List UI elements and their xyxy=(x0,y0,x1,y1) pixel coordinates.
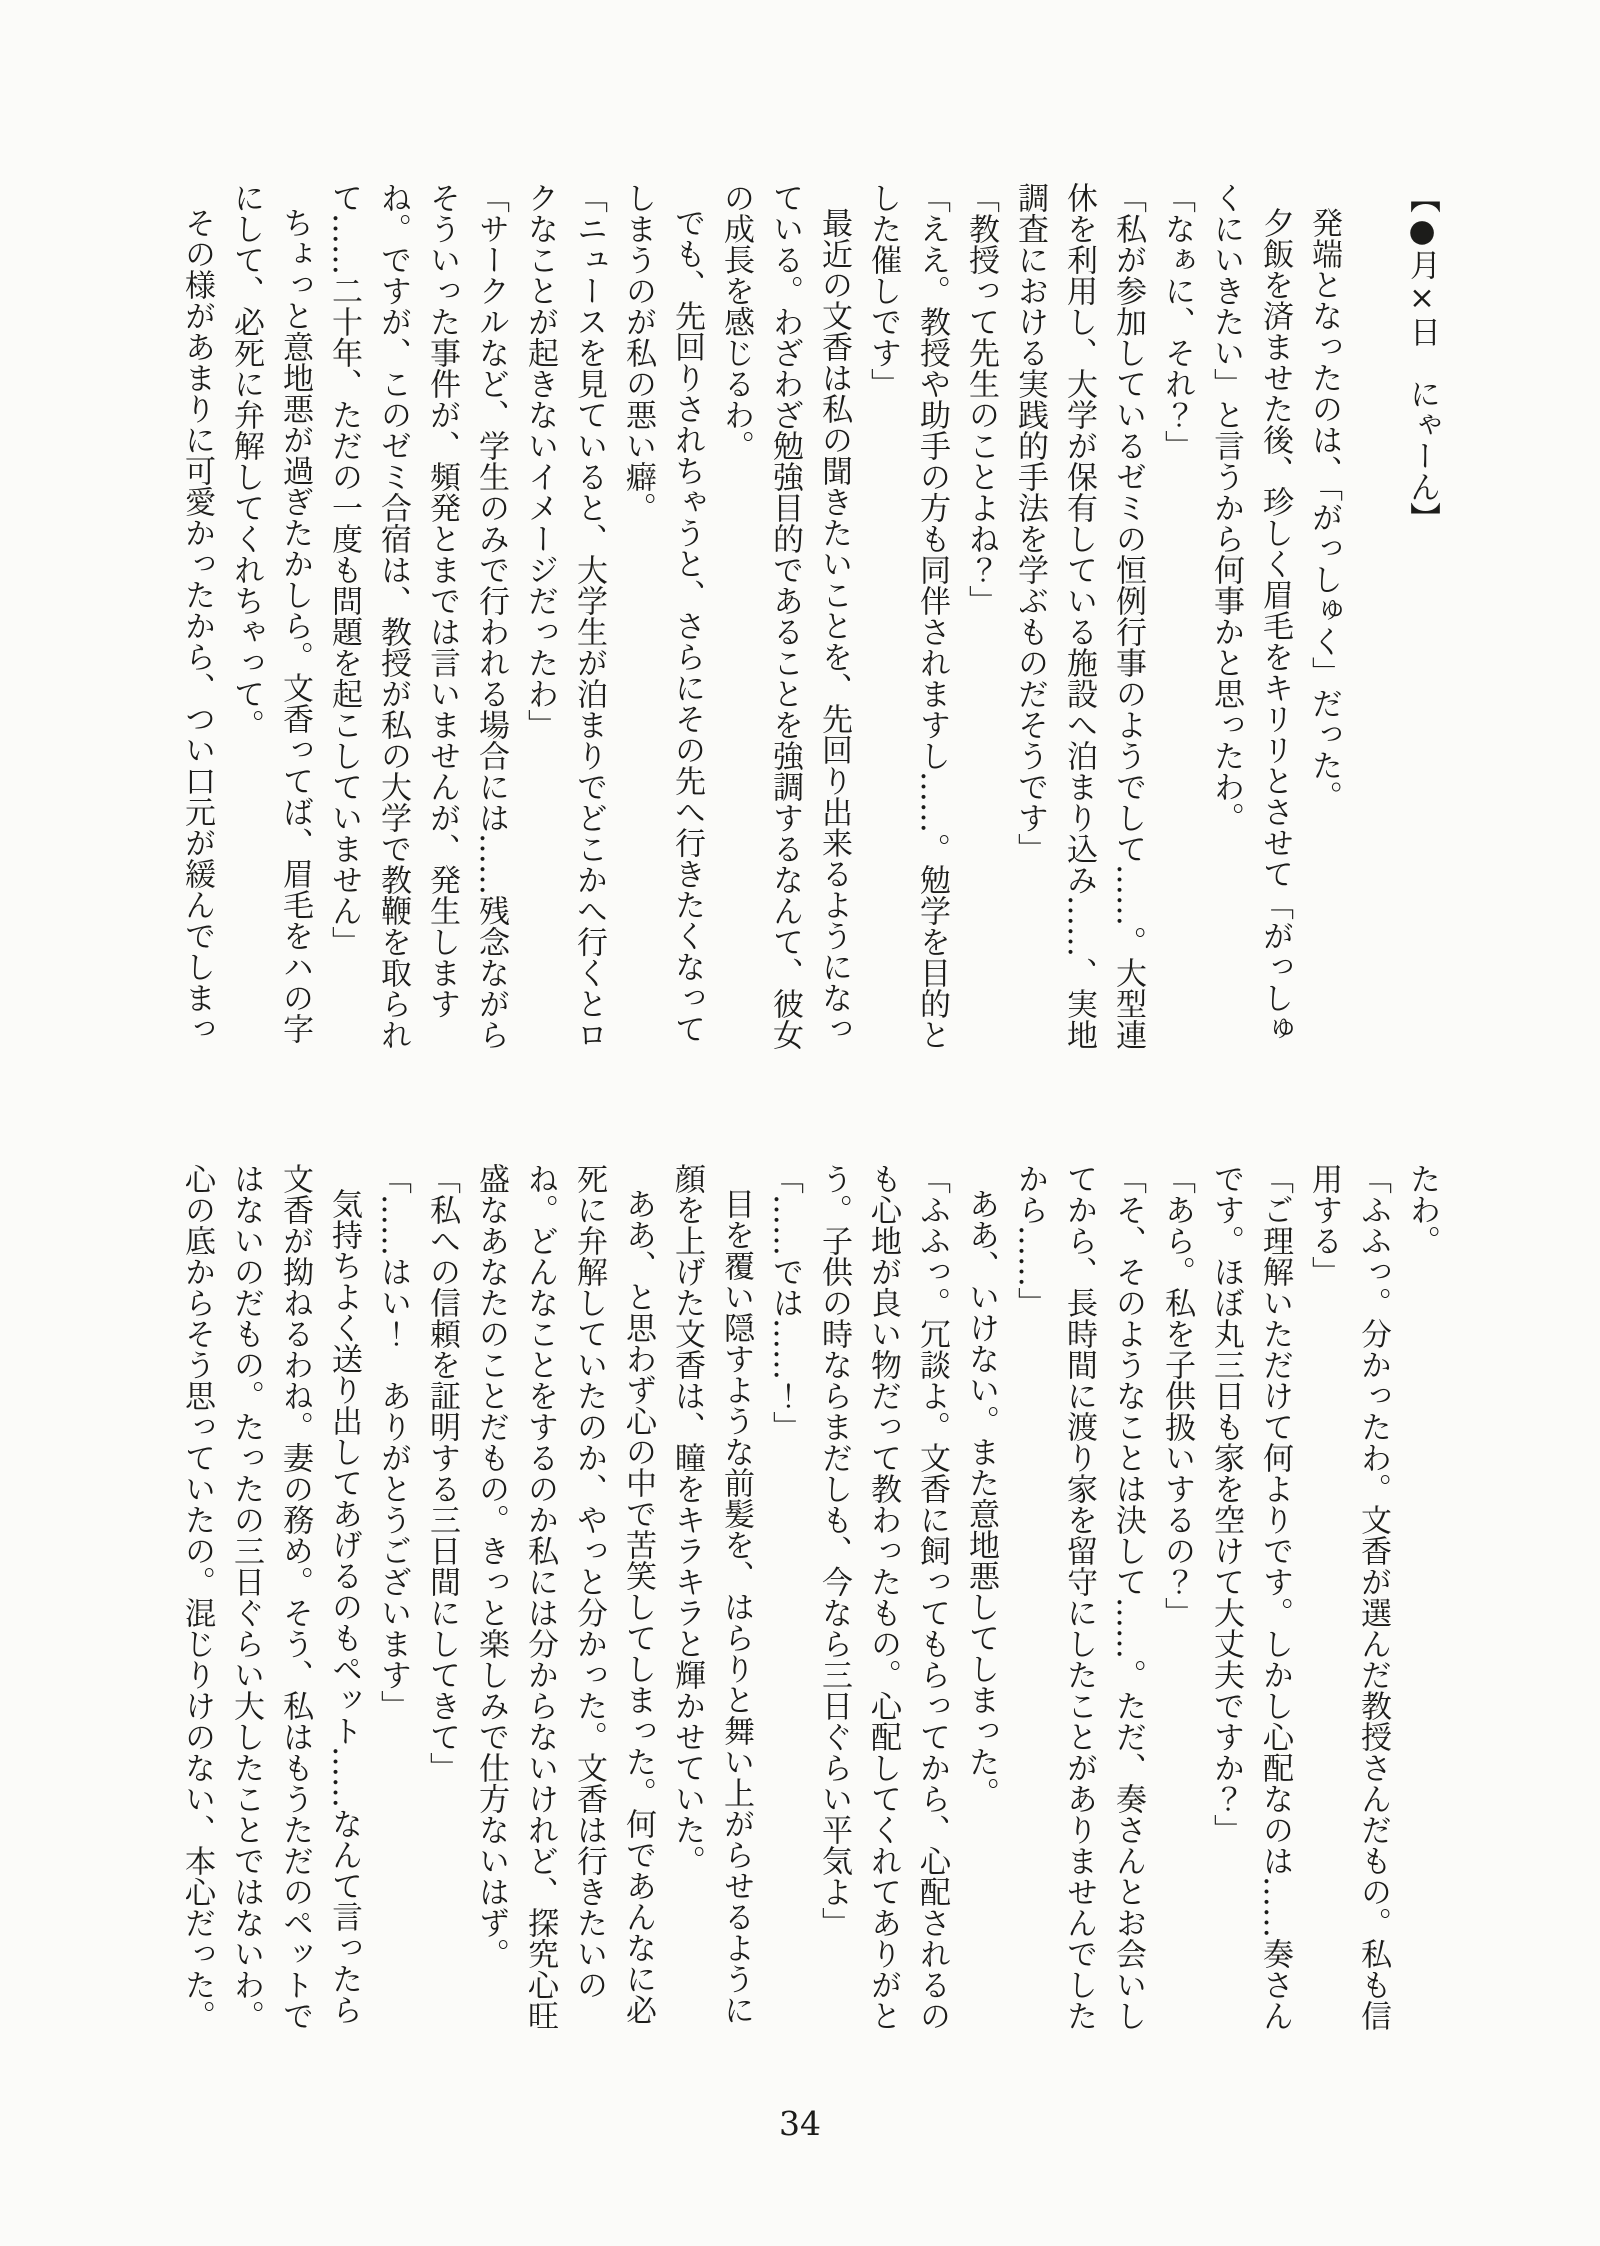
paragraph: 気持ちよく送り出してあげるのもペット……なんて言ったら文香が拗ねるわね。妻の務め。そう、私はもうただのペットではないのだもの。たったの三日ぐらい大したことではないわ。心の底からそう思っていたの。混じりけのない、本心だった。 xyxy=(179,1163,362,2031)
paragraph: 「ふふっ。分かったわ。文香が選んだ教授さんだもの。私も信用する」 xyxy=(1306,1163,1391,2031)
paragraph: 「ええ。教授や助手の方も同伴されますし……。勉学を目的とした催しです」 xyxy=(865,182,950,1050)
paragraph: ああ、いけない。また意地悪してしまった。 xyxy=(963,1187,999,1808)
paragraph: 「……はい！ ありがとうございます」 xyxy=(375,1163,411,1721)
paragraph: たわ。 xyxy=(1404,1163,1440,1256)
paragraph: 「私が参加しているゼミの恒例行事のようでして……。大型連休を利用し、大学が保有している施設へ泊まり込み……、実地調査における実践的手法を学ぶものだそうです」 xyxy=(1012,182,1146,1050)
paragraph: 「あら。私を子供扱いするの？」 xyxy=(1159,1163,1195,1628)
paragraph: 「ご理解いただけて何よりです。しかし心配なのは……奏さんです。ほぼ丸三日も家を空けて大丈夫ですか？」 xyxy=(1208,1163,1293,2031)
paragraph: 目を覆い隠すような前髪を、はらりと舞い上がらせるように顔を上げた文香は、瞳をキラキラと輝かせていた。 xyxy=(669,1163,754,2025)
paragraph: でも、先回りされちゃうと、さらにその先へ行きたくなってしまうのが私の悪い癖。 xyxy=(620,182,705,1044)
paragraph: 「なぁに、それ？」 xyxy=(1159,182,1195,461)
paragraph: 「……では……！」 xyxy=(767,1163,803,1442)
paragraph: 「ふふっ。冗談よ。文香に飼ってもらってから、心配されるのも心地が良い物だって教わったもの。心配してくれてありがとう。子供の時ならまだしも、今なら三日ぐらい平気よ」 xyxy=(816,1163,950,2031)
paragraph: ちょっと意地悪が過ぎたかしら。文香ってば、眉毛をハの字にして、必死に弁解してくれちゃって。 xyxy=(228,182,313,1044)
paragraph: ああ、と思わず心の中で苦笑してしまった。何であんなに必死に弁解していたのか、やっと分かった。文香は行きたいのね。どんなことをするのか私には分からないけれど、探究心旺盛なあなたのことだもの。きっと楽しみで仕方ないはず。 xyxy=(473,1163,656,2031)
paragraph: 最近の文香は私の聞きたいことを、先回り出来るようになっている。わざわざ勉強目的であることを強調するなんて、彼女の成長を感じるわ。 xyxy=(718,182,852,1050)
paragraph: 「そ、そのようなことは決して……。ただ、奏さんとお会いしてから、長時間に渡り家を留守にしたことがありませんでしたから……」 xyxy=(1012,1163,1146,2031)
paragraph: 「教授って先生のことよね？」 xyxy=(963,182,999,616)
paragraph: 「私への信頼を証明する三日間にしてきて」 xyxy=(424,1163,460,1783)
paragraph: その様があまりに可愛かったから、つい口元が緩んでしまっ xyxy=(179,206,215,1044)
paragraph: 発端となったのは、「がっしゅく」だった。 xyxy=(1306,206,1342,812)
diary-entry-heading: 【●月×日 にゃーん】 xyxy=(1404,182,1440,533)
paragraph: 夕飯を済ませた後、珍しく眉毛をキリリとさせて「がっしゅくにいきたい」と言うから何事かと思ったわ。 xyxy=(1208,182,1293,1044)
paragraph: 「サークルなど、学生のみで行われる場合には……残念ながらそういった事件が、頻発とまでは言いませんが、発生しますね。ですが、このゼミ合宿は、教授が私の大学で教鞭を取られて……二十年、ただの一度も問題を起こしていません」 xyxy=(326,182,509,1050)
page-number: 34 xyxy=(779,2104,821,2143)
paragraph: 「ニュースを見ていると、大学生が泊まりでどこかへ行くとロクなことが起きないイメージだったわ」 xyxy=(522,182,607,1050)
bottom-text-block xyxy=(172,1163,1446,2031)
top-text-block xyxy=(172,182,1446,1050)
